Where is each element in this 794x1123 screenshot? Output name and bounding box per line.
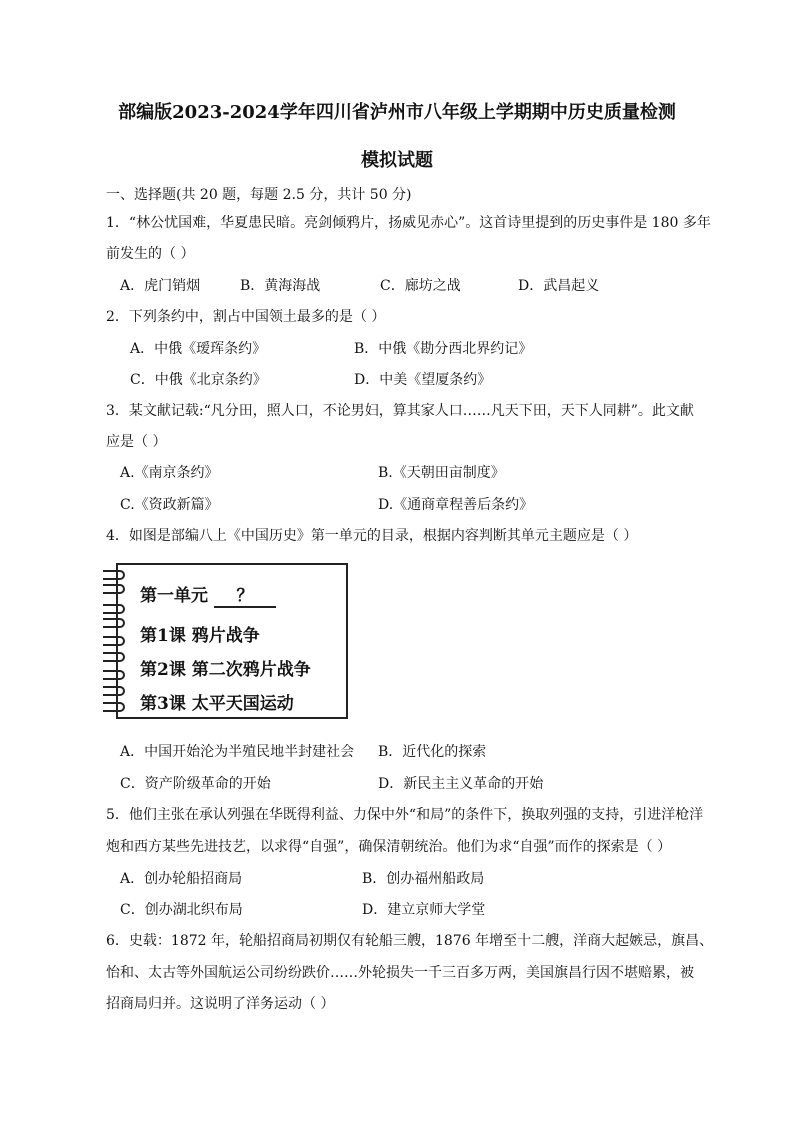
q4-stem-line1: 4．如图是部编八上《中国历史》第一单元的目录，根据内容判断其单元主题应是（ ）	[106, 528, 638, 544]
notebook-page	[116, 563, 348, 719]
q5-option-c[interactable]: C．创办湖北织布局	[120, 902, 243, 918]
q1-option-d[interactable]: D．武昌起义	[518, 278, 600, 294]
spiral-ring-icon	[103, 604, 125, 614]
q2-option-d[interactable]: D．中美《望厦条约》	[354, 372, 492, 388]
q5-option-b[interactable]: B．创办福州船政局	[362, 871, 485, 887]
q1-option-c[interactable]: C．廊坊之战	[380, 278, 461, 294]
q3-option-a[interactable]: A.《南京条约》	[120, 465, 219, 481]
q2-option-b[interactable]: B．中俄《勘分西北界约记》	[354, 341, 533, 357]
q5-option-a[interactable]: A．创办轮船招商局	[120, 871, 243, 887]
q1-option-b[interactable]: B．黄海海战	[240, 278, 321, 294]
figure-lesson-2: 第2课 第二次鸦片战争	[140, 660, 311, 680]
q2-option-a[interactable]: A．中俄《瑷珲条约》	[130, 341, 267, 357]
figure-unit-blank: ？	[214, 581, 276, 608]
figure-lesson-3: 第3课 太平天国运动	[140, 694, 294, 714]
spiral-ring-icon	[103, 652, 125, 662]
q3-stem-line1: 3．某文献记载:“凡分田，照人口，不论男妇，算其家人口……凡天下田，天下人同耕”。此文献	[106, 403, 694, 419]
section-header: 一、选择题(共 20 题，每题 2.5 分，共计 50 分)	[106, 187, 412, 203]
spiral-ring-icon	[103, 702, 125, 712]
q3-stem-line2: 应是（ ）	[106, 434, 167, 450]
q4-option-a[interactable]: A．中国开始沦为半殖民地半封建社会	[120, 744, 355, 760]
spiral-ring-icon	[103, 670, 125, 680]
page-subtitle: 模拟试题	[361, 150, 433, 171]
q3-option-d[interactable]: D.《通商章程善后条约》	[378, 497, 534, 513]
q3-option-b[interactable]: B.《天朝田亩制度》	[378, 465, 505, 481]
q2-option-c[interactable]: C．中俄《北京条约》	[130, 372, 267, 388]
spiral-ring-icon	[103, 686, 125, 696]
q4-option-c[interactable]: C．资产阶级革命的开始	[120, 776, 271, 792]
q1-option-a[interactable]: A．虎门销烟	[120, 278, 201, 294]
spiral-ring-icon	[103, 584, 125, 594]
spiral-ring-icon	[103, 636, 125, 646]
spiral-ring-icon	[103, 618, 125, 628]
q4-option-d[interactable]: D．新民主主义革命的开始	[378, 776, 544, 792]
q4-option-b[interactable]: B．近代化的探索	[378, 744, 487, 760]
q5-stem-line1: 5．他们主张在承认列强在华既得利益、力保中外“和局”的条件下，换取列强的支持，引进洋枪洋	[106, 807, 704, 823]
q5-stem-line2: 炮和西方某些先进技艺，以求得“自强”，确保清朝统治。他们为求“自强”而作的探索是（ ）	[106, 839, 672, 855]
figure-unit-label: 第一单元	[140, 586, 208, 606]
q6-stem-line3: 招商局归并。这说明了洋务运动（ ）	[106, 996, 335, 1012]
q6-stem-line1: 6．史载：1872 年，轮船招商局初期仅有轮船三艘，1876 年增至十二艘，洋商大起嫉忌，旗昌、	[106, 933, 714, 949]
page-title: 部编版2023-2024学年四川省泸州市八年级上学期期中历史质量检测	[118, 102, 676, 123]
q5-option-d[interactable]: D．建立京师大学堂	[362, 902, 486, 918]
figure-unit-line	[140, 581, 276, 608]
q1-stem-line2: 前发生的（ ）	[106, 246, 195, 262]
q2-stem-line1: 2．下列条约中，割占中国领土最多的是（ ）	[106, 309, 386, 325]
q1-stem-line1: 1．“林公忧国难，华夏患民暗。亮剑倾鸦片，扬威见赤心”。这首诗里提到的历史事件是 180 多年	[106, 215, 711, 231]
figure-lesson-1: 第1课 鸦片战争	[140, 626, 260, 646]
q6-stem-line2: 怡和、太古等外国航运公司纷纷跌价……外轮损失一千三百多万两，美国旗昌行因不堪赔累，被	[106, 965, 694, 981]
q3-option-c[interactable]: C.《资政新篇》	[120, 497, 219, 513]
spiral-ring-icon	[103, 570, 125, 580]
